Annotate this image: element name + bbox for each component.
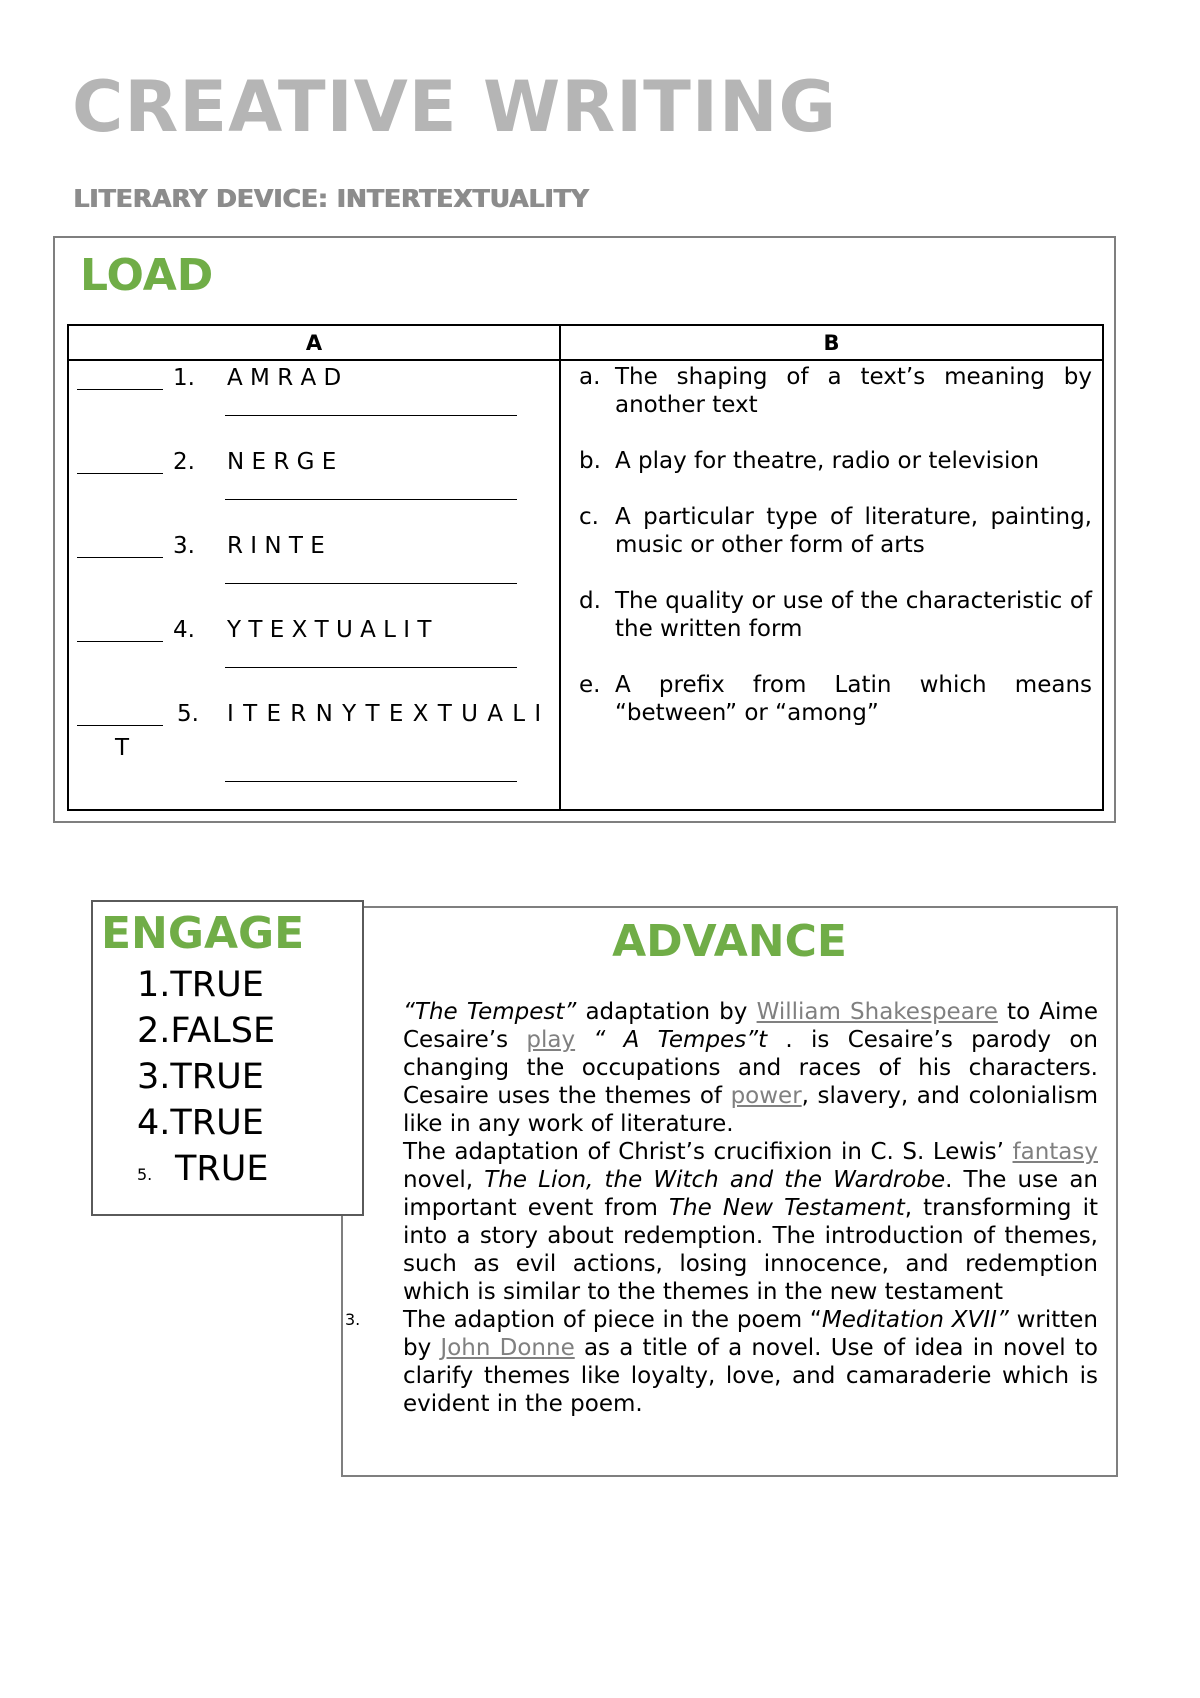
definition-letter: a. — [579, 364, 601, 390]
answer-value: FALSE — [170, 1011, 276, 1051]
work-title: The New Testament — [668, 1195, 905, 1221]
answer-blank[interactable] — [77, 389, 163, 390]
item-number: 2. — [173, 449, 195, 475]
body-text: . is Cesaire’s parody on changing the occupations and races of his characters. Cesaire uses the themes of — [403, 1027, 1098, 1109]
scrambled-word-item — [69, 531, 559, 615]
definition-item — [579, 503, 1092, 559]
answer-value: TRUE — [175, 1149, 269, 1189]
scrambled-letters-overflow: T — [115, 735, 130, 761]
answer-value: TRUE — [170, 1103, 264, 1143]
work-title: “ A Tempes”t — [575, 1027, 768, 1053]
matching-table — [67, 324, 1104, 811]
document-title: CREATIVE WRITING — [72, 66, 837, 148]
word-blank[interactable] — [225, 667, 517, 668]
definition-item — [579, 587, 1092, 643]
scrambled-word-item — [69, 447, 559, 531]
definition-letter: b. — [579, 448, 601, 474]
answer-blank[interactable] — [77, 557, 163, 558]
scrambled-letters: I T E R N Y T E X T U A L I — [227, 701, 543, 727]
engage-answer-list — [137, 962, 275, 1192]
scrambled-word-item — [69, 699, 559, 783]
definition-letter: c. — [579, 504, 599, 530]
body-text: adaptation by — [576, 999, 757, 1025]
column-a-header: A — [68, 325, 560, 360]
definition-text: A prefix from Latin which means “between” or “among” — [615, 672, 1092, 726]
document-subtitle: LITERARY DEVICE: INTERTEXTUALITY — [73, 184, 589, 213]
advance-list — [345, 998, 1099, 1418]
definition-text: The quality or use of the characteristic of the written form — [615, 588, 1092, 642]
column-b-cell — [560, 360, 1103, 810]
answer-value: TRUE — [170, 965, 264, 1005]
word-blank[interactable] — [225, 583, 517, 584]
definition-letter: d. — [579, 588, 601, 614]
body-text: novel, — [403, 1167, 485, 1193]
advance-item — [345, 1306, 1099, 1418]
advance-section — [341, 906, 1118, 1477]
answer-number: 1. — [137, 965, 171, 1005]
body-text: , transforming it into a story about redemption. The introduction of themes, such as evil actions, losing innocence, and redemption which is similar to the themes in the new testament — [403, 1195, 1098, 1305]
work-title: The Lion, the Witch and the Wardrobe — [484, 1167, 946, 1193]
engage-answer — [137, 1146, 275, 1192]
advance-item — [403, 1138, 1098, 1306]
definition-item — [579, 671, 1092, 727]
item-number: 4. — [173, 617, 195, 643]
answer-number: 4. — [137, 1103, 171, 1143]
engage-answer — [137, 1008, 275, 1054]
body-text: The adaption of piece in the poem “ — [403, 1307, 822, 1333]
item-number: 3. — [173, 533, 195, 559]
word-blank[interactable] — [225, 415, 517, 416]
engage-answer — [137, 1100, 275, 1146]
advance-heading: ADVANCE — [612, 916, 847, 967]
answer-blank[interactable] — [77, 473, 163, 474]
answer-number: 2. — [137, 1011, 171, 1051]
answer-blank[interactable] — [77, 641, 163, 642]
engage-answer — [137, 962, 275, 1008]
definition-text: A particular type of literature, painting, music or other form of arts — [615, 504, 1092, 558]
column-b-header: B — [560, 325, 1103, 360]
answer-blank[interactable] — [77, 725, 163, 726]
scrambled-letters: Y T E X T U A L I T — [227, 617, 432, 643]
body-text: to Aime Cesaire’s — [403, 999, 1098, 1053]
body-text: as a title of a novel. Use of idea in novel to clarify themes like loyalty, love, and camaraderie which is evident in the poem. — [403, 1335, 1098, 1417]
work-title: “The Tempest” — [403, 999, 577, 1025]
item-number: 1. — [173, 365, 195, 391]
scrambled-letters: R I N T E — [227, 533, 325, 559]
word-blank[interactable] — [225, 499, 517, 500]
work-title: Meditation XVII” — [821, 1307, 1009, 1333]
link-play[interactable]: play — [526, 1027, 576, 1053]
definition-item — [579, 363, 1092, 419]
definition-text: A play for theatre, radio or television — [615, 448, 1040, 474]
body-text: , slavery, and colonialism like in any work of literature. — [403, 1083, 1099, 1137]
body-text: written by — [403, 1307, 1099, 1361]
scrambled-word-item — [69, 615, 559, 699]
link-fantasy[interactable]: fantasy — [1012, 1139, 1098, 1165]
link-john-donne[interactable]: John Donne — [440, 1335, 575, 1361]
scrambled-word-item — [69, 363, 559, 447]
load-section — [53, 236, 1116, 823]
definition-letter: e. — [579, 672, 601, 698]
scrambled-letters: A M R A D — [227, 365, 342, 391]
engage-section — [91, 900, 364, 1216]
scrambled-letters: N E R G E — [227, 449, 337, 475]
column-a-cell — [68, 360, 560, 810]
item-number: 3. — [345, 1310, 361, 1329]
load-heading: LOAD — [80, 250, 214, 301]
body-text: . The use an important event from — [403, 1167, 1099, 1221]
answer-number: 3. — [137, 1057, 171, 1097]
answer-number: 5. — [137, 1165, 153, 1184]
definition-text: The shaping of a text’s meaning by another text — [615, 364, 1092, 418]
engage-heading: ENGAGE — [101, 908, 305, 959]
answer-value: TRUE — [170, 1057, 264, 1097]
engage-answer — [137, 1054, 275, 1100]
link-william-shakespeare[interactable]: William Shakespeare — [756, 999, 998, 1025]
word-blank[interactable] — [225, 781, 517, 782]
body-text: The adaptation of Christ’s crucifixion in C. S. Lewis’ — [403, 1139, 1013, 1165]
advance-item — [403, 998, 1098, 1138]
link-power[interactable]: power — [730, 1083, 802, 1109]
definition-item — [579, 447, 1092, 475]
item-number: 5. — [177, 701, 199, 727]
